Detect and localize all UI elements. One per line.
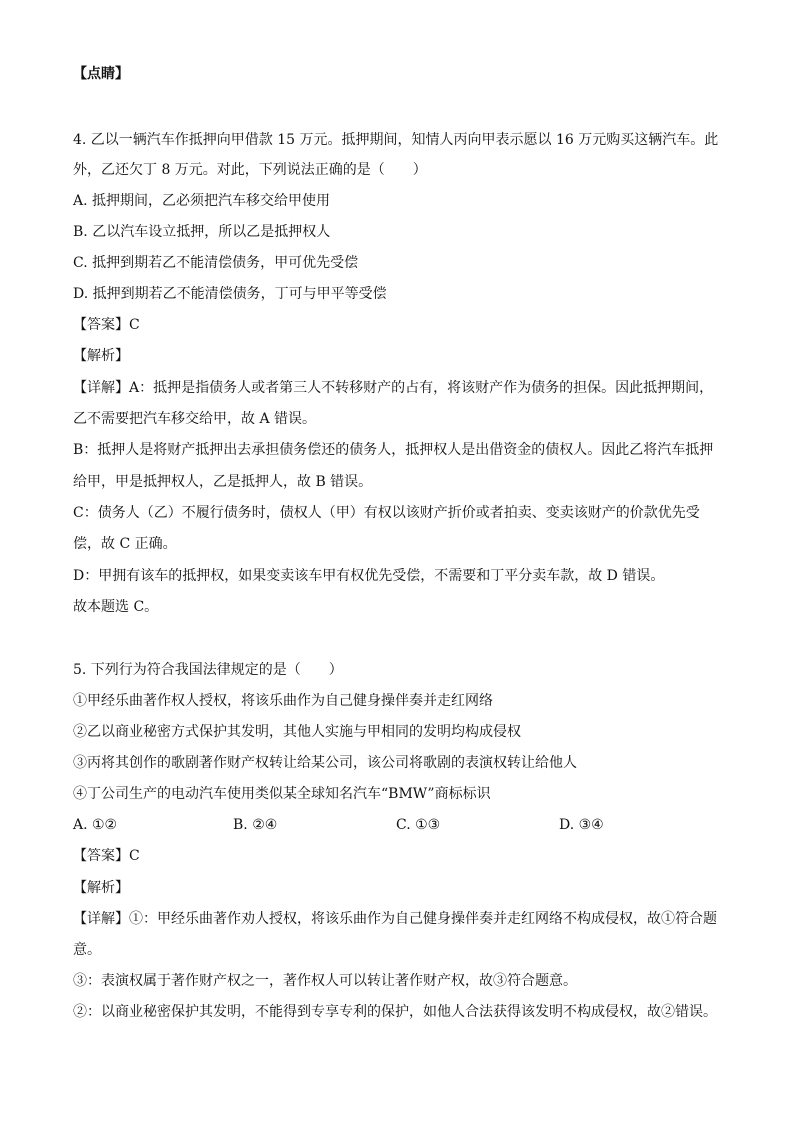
q4-detail-line3: B：抵押人是将财产抵押出去承担债务偿还的债务人，抵押权人是出借资金的债权人。因此乙将汽车抵押 xyxy=(73,442,714,458)
q5-option-b: B. ②④ xyxy=(233,817,278,833)
q5-detail-line3: ③：表演权属于著作财产权之一，著作权人可以转让著作财产权，故③符合题意。 xyxy=(73,973,577,989)
q5-item-3: ③丙将其创作的歌剧著作财产权转让给某公司，该公司将歌剧的表演权转让给他人 xyxy=(73,755,577,771)
q5-item-1: ①甲经乐曲著作权人授权，将该乐曲作为自己健身操伴奏并走红网络 xyxy=(73,693,493,709)
dianjing-label: 【点睛】 xyxy=(73,66,129,82)
q5-option-d: D. ③④ xyxy=(559,817,604,833)
q4-option-d: D. 抵押到期若乙不能清偿债务，丁可与甲平等受偿 xyxy=(73,286,387,302)
q5-answer: 【答案】C xyxy=(73,848,140,864)
q5-option-a: A. ①② xyxy=(73,817,118,833)
q4-option-b: B. 乙以汽车设立抵押，所以乙是抵押权人 xyxy=(73,224,331,240)
q4-analysis-label: 【解析】 xyxy=(73,348,129,364)
q4-detail-line2: 乙不需要把汽车移交给甲，故 A 错误。 xyxy=(73,411,317,427)
q4-option-a: A. 抵押期间，乙必须把汽车移交给甲使用 xyxy=(73,193,331,209)
q4-option-c: C. 抵押到期若乙不能清偿债务，甲可优先受偿 xyxy=(73,255,359,271)
q5-detail-line1: 【详解】①：甲经乐曲著作劝人授权，将该乐曲作为自己健身操伴奏并走红网络不构成侵权，故①符合题 xyxy=(73,911,717,927)
q5-detail-line4: ②：以商业秘密保护其发明，不能得到专享专利的保护，如他人合法获得该发明不构成侵权，故②错误。 xyxy=(73,1004,717,1020)
q4-stem-line1: 4. 乙以一辆汽车作抵押向甲借款 15 万元。抵押期间，知情人丙向甲表示愿以 16 万元购买这辆汽车。此 xyxy=(73,132,719,148)
q5-item-2: ②乙以商业秘密方式保护其发明，其他人实施与甲相同的发明均构成侵权 xyxy=(73,724,521,740)
q5-detail-line2: 意。 xyxy=(73,942,101,958)
q5-analysis-label: 【解析】 xyxy=(73,880,129,896)
q5-stem: 5. 下列行为符合我国法律规定的是（ ） xyxy=(73,662,343,678)
q4-detail-line5: C：债务人（乙）不履行债务时，债权人（甲）有权以该财产折价或者拍卖、变卖该财产的价款优先受 xyxy=(73,505,700,521)
q4-answer: 【答案】C xyxy=(73,317,140,333)
q4-detail-line7: D：甲拥有该车的抵押权，如果变卖该车甲有权优先受偿，不需要和丁平分卖车款，故 D 错误。 xyxy=(73,568,665,584)
q4-detail-line6: 偿，故 C 正确。 xyxy=(73,536,177,552)
q4-detail-line4: 给甲，甲是抵押权人，乙是抵押人，故 B 错误。 xyxy=(73,474,373,490)
q4-stem-line2: 外，乙还欠丁 8 万元。对此，下列说法正确的是（ ） xyxy=(73,162,427,178)
q4-detail-line8: 故本题选 C。 xyxy=(73,599,159,615)
q4-detail-line1: 【详解】A：抵押是指债务人或者第三人不转移财产的占有，将该财产作为债务的担保。因此抵押期间， xyxy=(73,380,714,396)
q5-option-c: C. ①③ xyxy=(396,817,441,833)
q5-item-4: ④丁公司生产的电动汽车使用类似某全球知名汽车“BMW”商标标识 xyxy=(73,786,491,802)
